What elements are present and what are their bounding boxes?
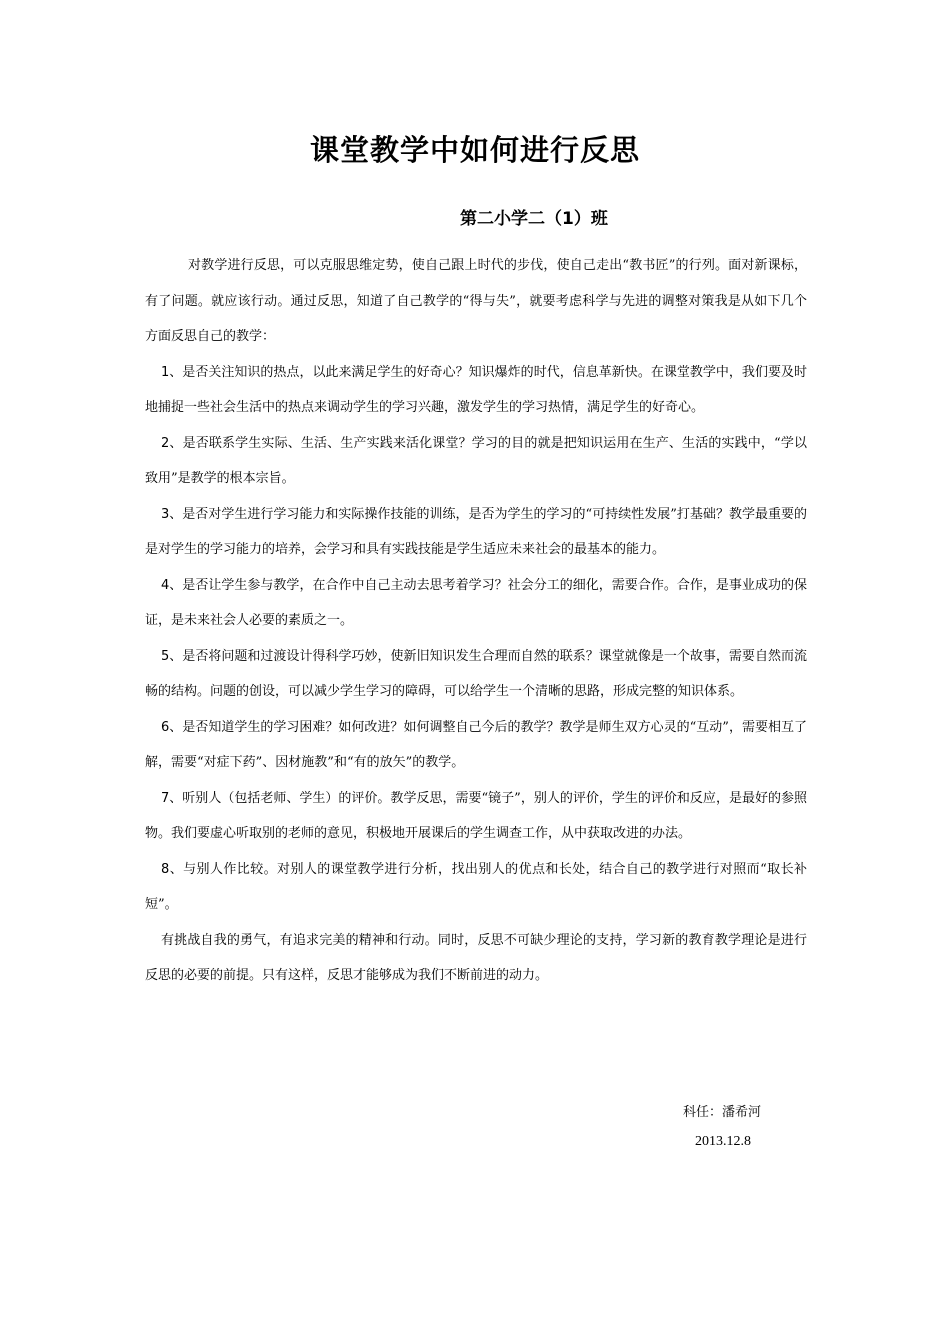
list-item-text: 、听别人（包括老师、学生）的评价。教学反思，需要“镜子”，别人的评价，学生的评价和反应，是最好的参照物。我们要虚心听取别的老师的意见，积极地开展课后的学生调查工作，从中获取改进的办法。 xyxy=(145,790,807,841)
list-item-text: 、与别人作比较。对别人的课堂教学进行分析，找出别人的优点和长处，结合自己的教学进行对照而“取长补短”。 xyxy=(145,861,807,912)
document-title: 课堂教学中如何进行反思 xyxy=(309,133,640,167)
list-item-number: 8 xyxy=(161,861,170,877)
list-item-text: 、是否对学生进行学习能力和实际操作技能的训练，是否为学生的学习的“可持续性发展”打基础？教学最重要的是对学生的学习能力的培养，会学习和具有实践技能是学生适应未来社会的最基本的能力。 xyxy=(145,506,807,557)
list-item xyxy=(145,355,807,426)
date: 2013.12.8 xyxy=(695,1134,751,1149)
list-item-number: 2 xyxy=(161,435,170,451)
list-item xyxy=(145,639,807,710)
list-item-number: 1 xyxy=(161,364,170,380)
signature: 科任：潘希河 xyxy=(683,1105,762,1120)
list-item xyxy=(145,497,807,568)
list-item-number: 5 xyxy=(161,648,170,664)
list-item xyxy=(145,781,807,852)
list-item xyxy=(145,710,807,781)
list-item-number: 7 xyxy=(161,790,170,806)
document-subtitle: 第二小学二（1）班 xyxy=(460,209,608,229)
list-item-text: 、是否将问题和过渡设计得科学巧妙，使新旧知识发生合理而自然的联系？课堂就像是一个故事，需要自然而流畅的结构。问题的创设，可以减少学生学习的障碍，可以给学生一个清晰的思路，形成完整的知识体系。 xyxy=(145,648,807,699)
list-item-text: 、是否关注知识的热点，以此来满足学生的好奇心？知识爆炸的时代，信息革新快。在课堂教学中，我们要及时地捕捉一些社会生活中的热点来调动学生的学习兴趣，激发学生的学习热情，满足学生的好奇心。 xyxy=(145,364,807,415)
closing-paragraph: 有挑战自我的勇气，有追求完美的精神和行动。同时，反思不可缺少理论的支持，学习新的教育教学理论是进行反思的必要的前提。只有这样，反思才能够成为我们不断前进的动力。 xyxy=(145,932,807,983)
list-item-number: 4 xyxy=(161,577,170,593)
list-item xyxy=(145,852,807,923)
list-item-number: 6 xyxy=(161,719,170,735)
list-item xyxy=(145,426,807,497)
document-body xyxy=(145,248,807,994)
list-item-text: 、是否让学生参与教学，在合作中自己主动去思考着学习？社会分工的细化，需要合作。合作，是事业成功的保证，是未来社会人必要的素质之一。 xyxy=(145,577,807,628)
list-item-text: 、是否联系学生实际、生活、生产实践来活化课堂？学习的目的就是把知识运用在生产、生活的实践中，“学以致用”是教学的根本宗旨。 xyxy=(145,435,807,486)
intro-paragraph: 对教学进行反思，可以克服思维定势，使自己跟上时代的步伐，使自己走出“教书匠”的行列。面对新课标，有了问题。就应该行动。通过反思，知道了自己教学的“得与失”，就要考虑科学与先进的调整对策我是从如下几个方面反思自己的教学： xyxy=(145,258,807,344)
list-item xyxy=(145,568,807,639)
list-item-number: 3 xyxy=(161,506,170,522)
list-item-text: 、是否知道学生的学习困难？如何改进？如何调整自己今后的教学？教学是师生双方心灵的“互动”，需要相互了解，需要“对症下药”、因材施教”和“有的放矢”的教学。 xyxy=(145,719,807,770)
